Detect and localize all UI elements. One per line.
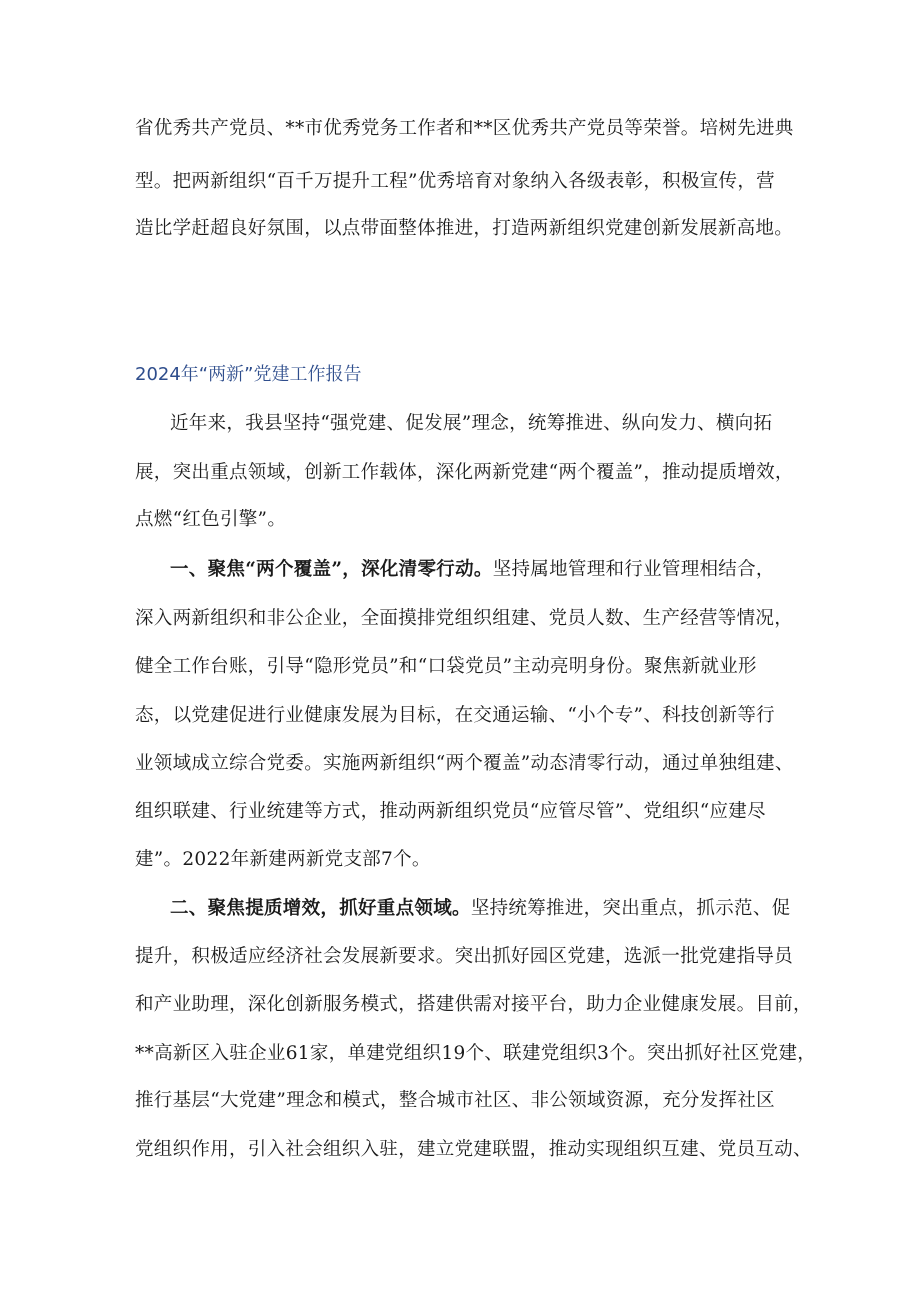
section1-line: 组织联建、行业统建等方式，推动两新组织党员“应管尽管”、党组织“应建尽 — [135, 801, 766, 822]
section1-first-line — [170, 558, 795, 582]
section2-line: 和产业助理，深化创新服务模式，搭建供需对接平台，助力企业健康发展。目前， — [135, 994, 812, 1015]
intro-line: 造比学赶超良好氛围，以点带面整体推进，打造两新组织党建创新发展新高地。 — [135, 218, 794, 239]
section1-first-rest: 坚持属地管理和行业管理相结合， — [492, 559, 775, 580]
section2-first-line — [170, 897, 795, 921]
section1-line: 健全工作台账，引导“隐形党员”和“口袋党员”主动亮明身份。聚焦新就业形 — [135, 656, 757, 677]
para1-line: 近年来，我县坚持“强党建、促发展”理念，统筹推进、纵向发力、横向拓 — [170, 413, 773, 434]
section2-heading: 二、聚焦提质增效，抓好重点领域。 — [170, 898, 471, 919]
intro-line: 省优秀共产党员、**市优秀党务工作者和**区优秀共产党员等荣誉。培树先进典 — [135, 118, 794, 139]
section1-line: 深入两新组织和非公企业，全面摸排党组织组建、党员人数、生产经营等情况， — [135, 608, 794, 629]
section1-line: 业领域成立综合党委。实施两新组织“两个覆盖”动态清零行动，通过单独组建、 — [135, 753, 794, 774]
section2-first-rest: 坚持统筹推进，突出重点，抓示范、促 — [470, 898, 791, 919]
section1-line: 态，以党建促进行业健康发展为目标，在交通运输、“小个专”、科技创新等行 — [135, 705, 775, 726]
section1-heading: 一、聚焦“两个覆盖”，深化清零行动。 — [170, 559, 493, 580]
section1-line: 建”。2022年新建两新党支部7个。 — [135, 849, 431, 870]
intro-line: 型。把两新组织“百千万提升工程”优秀培育对象纳入各级表彰，积极宣传，营 — [135, 171, 775, 192]
section2-line: 推行基层“大党建”理念和模式，整合城市社区、非公领域资源，充分发挥社区 — [135, 1090, 775, 1111]
para1-line: 展，突出重点领域，创新工作载体，深化两新党建“两个覆盖”，推动提质增效， — [135, 462, 794, 483]
section2-line: **高新区入驻企业61家，单建党组织19个、联建党组织3个。突出抓好社区党建， — [135, 1043, 817, 1064]
para1-line: 点燃“红色引擎”。 — [135, 509, 287, 530]
section2-line: 提升，积极适应经济社会发展新要求。突出抓好园区党建，选派一批党建指导员 — [135, 946, 794, 967]
section2-line: 党组织作用，引入社会组织入驻，建立党建联盟，推动实现组织互建、党员互动、 — [135, 1139, 812, 1160]
document-title: 2024年“两新”党建工作报告 — [135, 364, 362, 385]
